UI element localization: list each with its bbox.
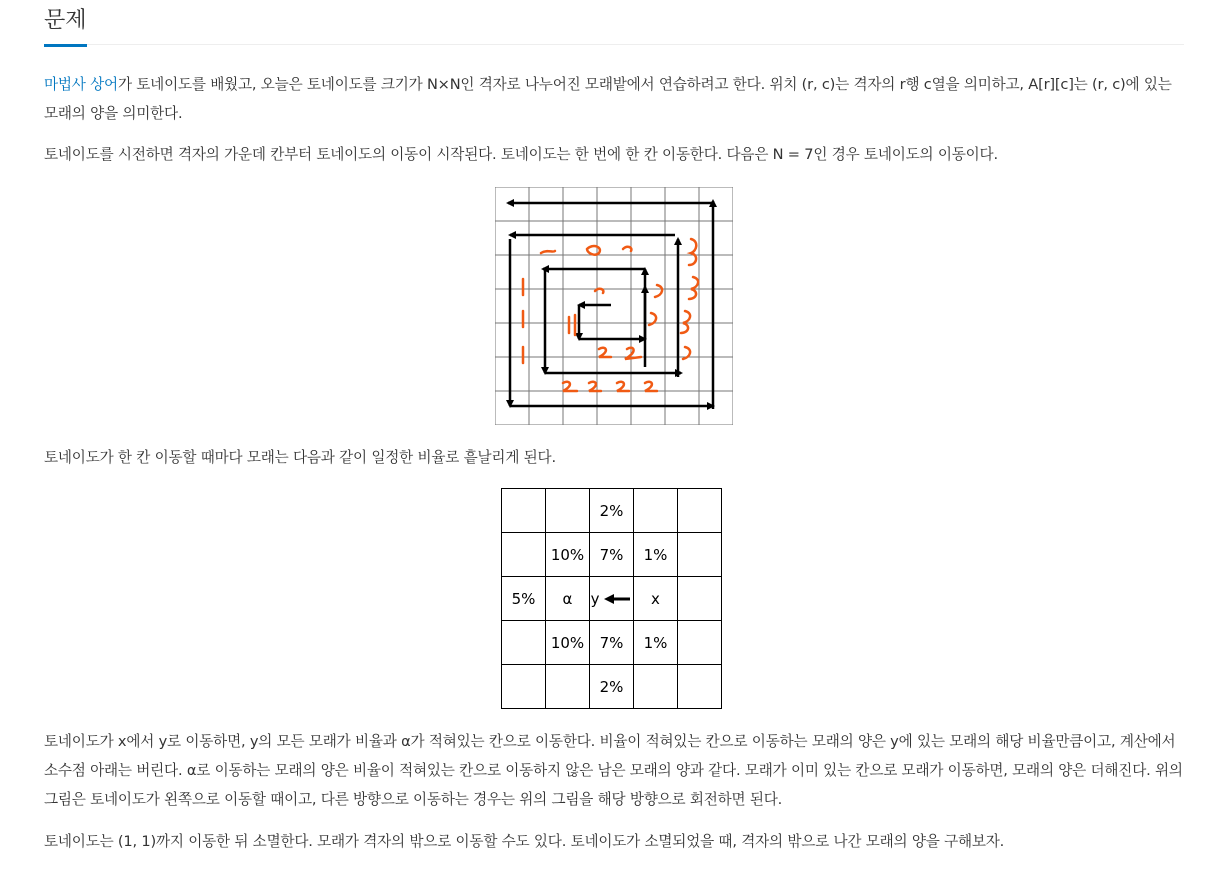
left-arrow-icon <box>604 594 632 604</box>
table-cell <box>678 577 722 621</box>
sand-movement-rules-paragraph: 토네이도가 x에서 y로 이동하면, y의 모든 모래가 비율과 α가 적혀있는 칸으로 이동한다. 비율이 적혀있는 칸으로 이동하는 모래의 양은 y에 있는 모래의 해당 비율만큼이고, 계산에서 소수점 아래는 버린다. α로 이동하는 모래의 양은 비율이 적혀있는 칸으로 이동하지 않은 남은 모래의 양과 같다. 모래가 이미 있는 칸으로 모래가 이동하면, 모래의 양은 더해진다. 위의 그림은 토네이도가 왼쪽으로 이동할 때이고, 다른 방향으로 이동하는 경우는 위의 그림을 해당 방향으로 회전하면 된다. <box>44 733 1183 808</box>
table-cell <box>502 621 546 665</box>
annotation-stroke <box>623 247 631 251</box>
grid-lines <box>495 187 733 425</box>
table-cell <box>678 665 722 709</box>
table-cell <box>678 621 722 665</box>
table-row <box>502 621 722 665</box>
handwritten-count-annotations <box>523 239 698 391</box>
cell-value: 5% <box>511 589 536 608</box>
annotation-stroke <box>689 277 698 299</box>
sand-spread-ratio-table <box>501 488 722 709</box>
annotation-stroke <box>587 246 600 255</box>
cell-value: 7% <box>599 545 624 564</box>
cell-value: 10% <box>550 545 585 564</box>
table-cell <box>590 665 634 709</box>
annotation-stroke <box>563 382 577 391</box>
question-paragraph: 토네이도는 (1, 1)까지 이동한 뒤 소멸한다. 모래가 격자의 밖으로 이동할 수도 있다. 토네이도가 소멸되었을 때, 격자의 밖으로 나간 모래의 양을 구해보자. <box>44 833 1005 850</box>
table-cell <box>546 577 590 621</box>
table-cell <box>678 489 722 533</box>
cell-value: x <box>651 589 660 608</box>
table-cell <box>502 489 546 533</box>
table-cell <box>546 489 590 533</box>
annotation-stroke <box>681 311 690 333</box>
cell-value: 1% <box>643 545 668 564</box>
table-cell <box>546 621 590 665</box>
table-cell <box>634 489 678 533</box>
table-cell <box>678 533 722 577</box>
annotation-stroke <box>595 289 603 293</box>
tornado-path-arrows <box>508 201 713 409</box>
cell-value: y <box>590 589 600 608</box>
annotation-stroke <box>599 348 611 357</box>
annotation-stroke <box>689 239 696 265</box>
problem-section-header <box>44 6 1184 45</box>
table-cell <box>546 665 590 709</box>
annotation-stroke <box>625 348 641 359</box>
spread-ratio-paragraph: 토네이도가 한 칸 이동할 때마다 모래는 다음과 같이 일정한 비율로 흩날리게 된다. <box>44 449 556 466</box>
table-cell <box>502 577 546 621</box>
table-row <box>502 577 722 621</box>
cell-value: α <box>562 589 573 608</box>
cell-value: 10% <box>550 633 585 652</box>
table-cell <box>546 533 590 577</box>
table-row <box>502 665 722 709</box>
cell-value: 2% <box>599 501 624 520</box>
table-cell <box>634 621 678 665</box>
annotation-stroke <box>589 382 601 391</box>
cell-value: 7% <box>599 633 624 652</box>
table-row <box>502 489 722 533</box>
problem-intro-paragraph <box>44 70 1184 128</box>
table-row <box>502 533 722 577</box>
table-cell <box>502 533 546 577</box>
tornado-start-paragraph: 토네이도를 시전하면 격자의 가운데 칸부터 토네이도의 이동이 시작된다. 토네이도는 한 번에 한 칸 이동한다. 다음은 N = 7인 경우 토네이도의 이동이다. <box>44 146 998 163</box>
tornado-path-figure <box>495 187 733 425</box>
table-cell <box>590 577 634 621</box>
cell-value: 2% <box>599 677 624 696</box>
table-cell <box>590 621 634 665</box>
table-cell <box>590 533 634 577</box>
table-cell <box>634 533 678 577</box>
cell-value: 1% <box>643 633 668 652</box>
table-cell <box>502 665 546 709</box>
table-cell <box>634 665 678 709</box>
annotation-stroke <box>617 382 629 391</box>
table-cell <box>634 577 678 621</box>
intro-text: 가 토네이도를 배웠고, 오늘은 토네이도를 크기가 N×N인 격자로 나누어진 모래밭에서 연습하려고 한다. 위치 (r, c)는 격자의 r행 c열을 의미하고, A[r][c]는 (r, c)에 있는 모래의 양을 의미한다. <box>44 76 1172 122</box>
problem-heading: 문제 <box>44 6 87 47</box>
table-cell <box>590 489 634 533</box>
annotation-stroke <box>655 285 662 297</box>
shark-wizard-link[interactable]: 마법사 상어 <box>44 76 118 93</box>
annotation-stroke <box>541 251 555 253</box>
annotation-stroke <box>645 382 657 391</box>
